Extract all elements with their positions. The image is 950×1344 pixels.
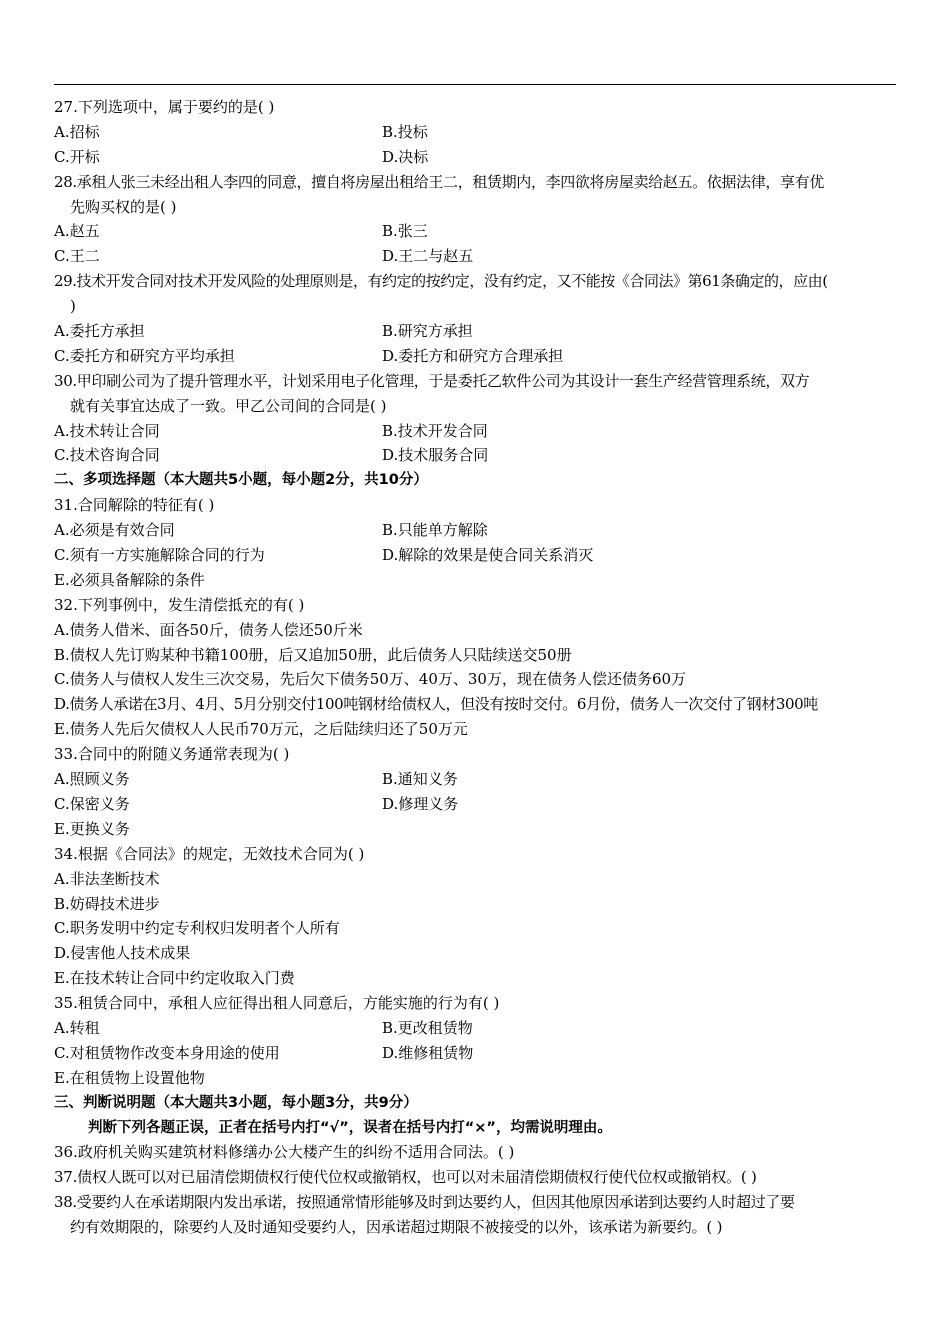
question-33-stem: 33.合同中的附随义务通常表现为( ) [54, 745, 290, 764]
q33-option-a: A.照顾义务 [54, 770, 130, 789]
question-33-options-row-2 [54, 792, 896, 817]
q31-option-c: C.须有一方实施解除合同的行为 [54, 546, 265, 565]
question-27-stem: 27.下列选项中，属于要约的是( ) [54, 98, 275, 116]
q32-option-b: B.债权人先订购某种书籍100册，后又追加50册，此后债务人只陆续送交50册 [54, 645, 572, 664]
q32-option-c: C.债务人与债权人发生三次交易，先后欠下债务50万、40万、30万，现在债务人偿还债务60万 [54, 670, 687, 689]
q31-option-e: E.必须具备解除的条件 [54, 570, 205, 589]
q32-option-e: E.债务人先后欠债权人人民币70万元，之后陆续归还了50万元 [54, 720, 468, 739]
question-38-line-1: 38.受要约人在承诺期限内发出承诺，按照通常情形能够及时到达要约人，但因其他原因承诺到达要约人时超过了要 [54, 1193, 795, 1212]
q31-option-d: D.解除的效果是使合同关系消灭 [382, 546, 594, 565]
q32-option-d: D.债务人承诺在3月、4月、5月分别交付100吨钢材给债权人，但没有按时交付。6月份，债务人一次交付了钢材300吨 [54, 695, 818, 714]
q29-option-b: B.研究方承担 [382, 322, 473, 341]
question-32-stem: 32.下列事例中，发生清偿抵充的有( ) [54, 595, 305, 614]
q27-option-d: D.决标 [382, 147, 429, 166]
q27-option-b: B.投标 [382, 122, 428, 141]
q30-option-d: D.技术服务合同 [382, 446, 489, 465]
question-29-stem-line-2: ) [70, 297, 76, 316]
q34-option-e: E.在技术转让合同中约定收取入门费 [54, 969, 295, 988]
q29-option-a: A.委托方承担 [54, 322, 145, 341]
question-37: 37.债权人既可以对已届清偿期债权行使代位权或撤销权，也可以对未届清偿期债权行使代位权或撤销权。( ) [54, 1168, 757, 1187]
q34-option-d: D.侵害他人技术成果 [54, 944, 191, 963]
q28-option-c: C.王二 [54, 247, 100, 266]
question-31-options-row-1 [54, 518, 896, 543]
q34-option-a: A.非法垄断技术 [54, 869, 160, 888]
q34-option-b: B.妨碍技术进步 [54, 894, 160, 913]
q29-option-d: D.委托方和研究方合理承担 [382, 346, 564, 365]
q35-option-b: B.更改租赁物 [382, 1018, 473, 1037]
q28-option-d: D.王二与赵五 [382, 247, 474, 266]
q31-option-a: A.必须是有效合同 [54, 521, 175, 540]
q33-option-b: B.通知义务 [382, 770, 458, 789]
q32-option-a: A.债务人借米、面各50斤，债务人偿还50斤米 [54, 620, 363, 639]
q28-option-a: A.赵五 [54, 222, 100, 241]
q29-option-c: C.委托方和研究方平均承担 [54, 346, 235, 365]
question-35-options-row-1 [54, 1016, 896, 1041]
question-28-options-row-2 [54, 244, 896, 269]
section-2-heading: 二、多项选择题（本大题共5小题，每小题2分，共10分） [54, 472, 428, 489]
question-29-options-row-2 [54, 344, 896, 369]
q35-option-c: C.对租赁物作改变本身用途的使用 [54, 1043, 280, 1062]
q30-option-c: C.技术咨询合同 [54, 446, 160, 465]
q28-option-b: B.张三 [382, 222, 428, 241]
question-28-stem-line-1: 28.承租人张三未经出租人李四的同意，擅自将房屋出租给王二，租赁期内，李四欲将房屋卖给赵五。依据法律，享有优 [54, 172, 824, 191]
question-27-options-row-1 [54, 120, 896, 145]
q30-option-a: A.技术转让合同 [54, 421, 160, 440]
question-28-options-row-1 [54, 219, 896, 244]
q27-option-c: C.开标 [54, 147, 100, 166]
question-28-stem-line-2: 先购买权的是( ) [70, 197, 177, 216]
q30-option-b: B.技术开发合同 [382, 421, 488, 440]
section-3-heading: 三、判断说明题（本大题共3小题，每小题3分，共9分） [54, 1094, 418, 1111]
q27-option-a: A.招标 [54, 122, 100, 141]
question-31-stem: 31.合同解除的特征有( ) [54, 496, 215, 515]
q35-option-e: E.在租赁物上设置他物 [54, 1068, 205, 1087]
question-36: 36.政府机关购买建筑材料修缮办公大楼产生的纠纷不适用合同法。( ) [54, 1143, 515, 1162]
question-29-options-row-1 [54, 319, 896, 344]
q33-option-e: E.更换义务 [54, 819, 130, 838]
question-27-options-row-2 [54, 145, 896, 170]
question-29-stem-line-1: 29.技术开发合同对技术开发风险的处理原则是，有约定的按约定，没有约定，又不能按《合同法》第61条确定的，应由( [54, 272, 828, 291]
q34-option-c: C.职务发明中约定专利权归发明者个人所有 [54, 919, 340, 938]
q33-option-c: C.保密义务 [54, 794, 130, 813]
question-33-options-row-1 [54, 767, 896, 792]
q35-option-a: A.转租 [54, 1018, 100, 1037]
question-35-options-row-2 [54, 1041, 896, 1066]
question-30-options-row-1 [54, 419, 896, 444]
q35-option-d: D.维修租赁物 [382, 1043, 474, 1062]
question-30-options-row-2 [54, 443, 896, 468]
q33-option-d: D.修理义务 [382, 794, 459, 813]
question-30-stem-line-1: 30.甲印刷公司为了提升管理水平，计划采用电子化管理，于是委托乙软件公司为其设计一套生产经营管理系统，双方 [54, 371, 810, 390]
exam-content [54, 95, 896, 1240]
section-3-instruction: 判断下列各题正误，正者在括号内打“√”，误者在括号内打“×”，均需说明理由。 [88, 1119, 612, 1136]
question-35-stem: 35.租赁合同中，承租人应征得出租人同意后，方能实施的行为有( ) [54, 994, 500, 1013]
question-38-line-2: 约有效期限的，除要约人及时通知受要约人，因承诺超过期限不被接受的以外，该承诺为新要约。( ) [70, 1218, 723, 1237]
question-34-stem: 34.根据《合同法》的规定，无效技术合同为( ) [54, 844, 365, 863]
header-rule [54, 84, 896, 85]
question-31-options-row-2 [54, 543, 896, 568]
q31-option-b: B.只能单方解除 [382, 521, 488, 540]
question-30-stem-line-2: 就有关事宜达成了一致。甲乙公司间的合同是( ) [70, 396, 387, 415]
